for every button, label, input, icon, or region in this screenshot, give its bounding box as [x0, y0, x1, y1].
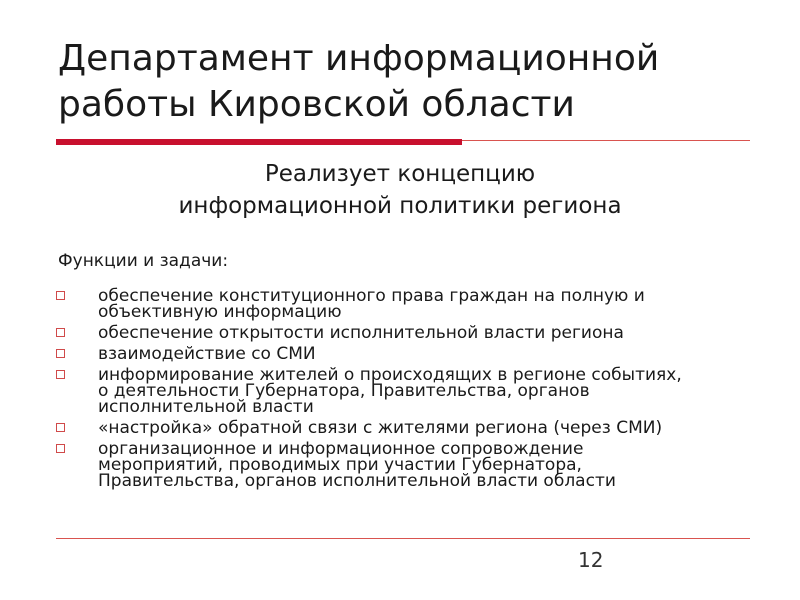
bullet-item — [52, 420, 752, 436]
bullet-line: обеспечение конституционного права граждан на полную и — [98, 286, 645, 306]
bullet-item — [52, 288, 752, 320]
hollow-square-icon — [56, 444, 65, 453]
bullet-line: Правительства, органов исполнительной власти области — [98, 471, 616, 491]
bullet-item — [52, 441, 752, 489]
hollow-square-icon — [56, 328, 65, 337]
subtitle-line-1: Реализует концепцию — [264, 161, 536, 187]
hollow-square-icon — [56, 370, 65, 379]
bullet-line: информирование жителей о происходящих в регионе событиях, — [98, 365, 682, 385]
bullet-list — [52, 288, 752, 494]
bullet-line: обеспечение открытости исполнительной власти региона — [98, 323, 624, 343]
bullet-item — [52, 367, 752, 415]
bullet-line: о деятельности Губернатора, Правительства, органов — [98, 381, 590, 401]
page-number: 12 — [578, 548, 604, 572]
bullet-text — [98, 346, 752, 362]
hollow-square-icon — [56, 291, 65, 300]
bullet-line: организационное и информационное сопровождение — [98, 439, 584, 459]
bullet-text — [98, 441, 752, 489]
subtitle-line-2: информационной политики региона — [178, 193, 622, 219]
bullet-line: объективную информацию — [98, 302, 342, 322]
bullet-text — [98, 367, 752, 415]
bullet-line: мероприятий, проводимых при участии Губернатора, — [98, 455, 582, 475]
title-divider-line — [462, 140, 750, 141]
bullet-text — [98, 420, 752, 436]
title-accent-bar — [56, 139, 462, 145]
hollow-square-icon — [56, 349, 65, 358]
slide-title — [58, 36, 758, 128]
bullet-item — [52, 346, 752, 362]
slide-subtitle — [100, 158, 700, 222]
section-heading: Функции и задачи: — [58, 251, 229, 271]
bullet-text — [98, 325, 752, 341]
bullet-line: взаимодействие со СМИ — [98, 344, 316, 364]
hollow-square-icon — [56, 423, 65, 432]
slide-title-line-1: Департамент информационной — [58, 38, 660, 79]
bullet-text — [98, 288, 752, 320]
slide-title-line-2: работы Кировской области — [58, 84, 575, 125]
bullet-line: исполнительной власти — [98, 397, 314, 417]
bullet-line: «настройка» обратной связи с жителями региона (через СМИ) — [98, 418, 663, 438]
footer-divider-line — [56, 538, 750, 539]
bullet-item — [52, 325, 752, 341]
